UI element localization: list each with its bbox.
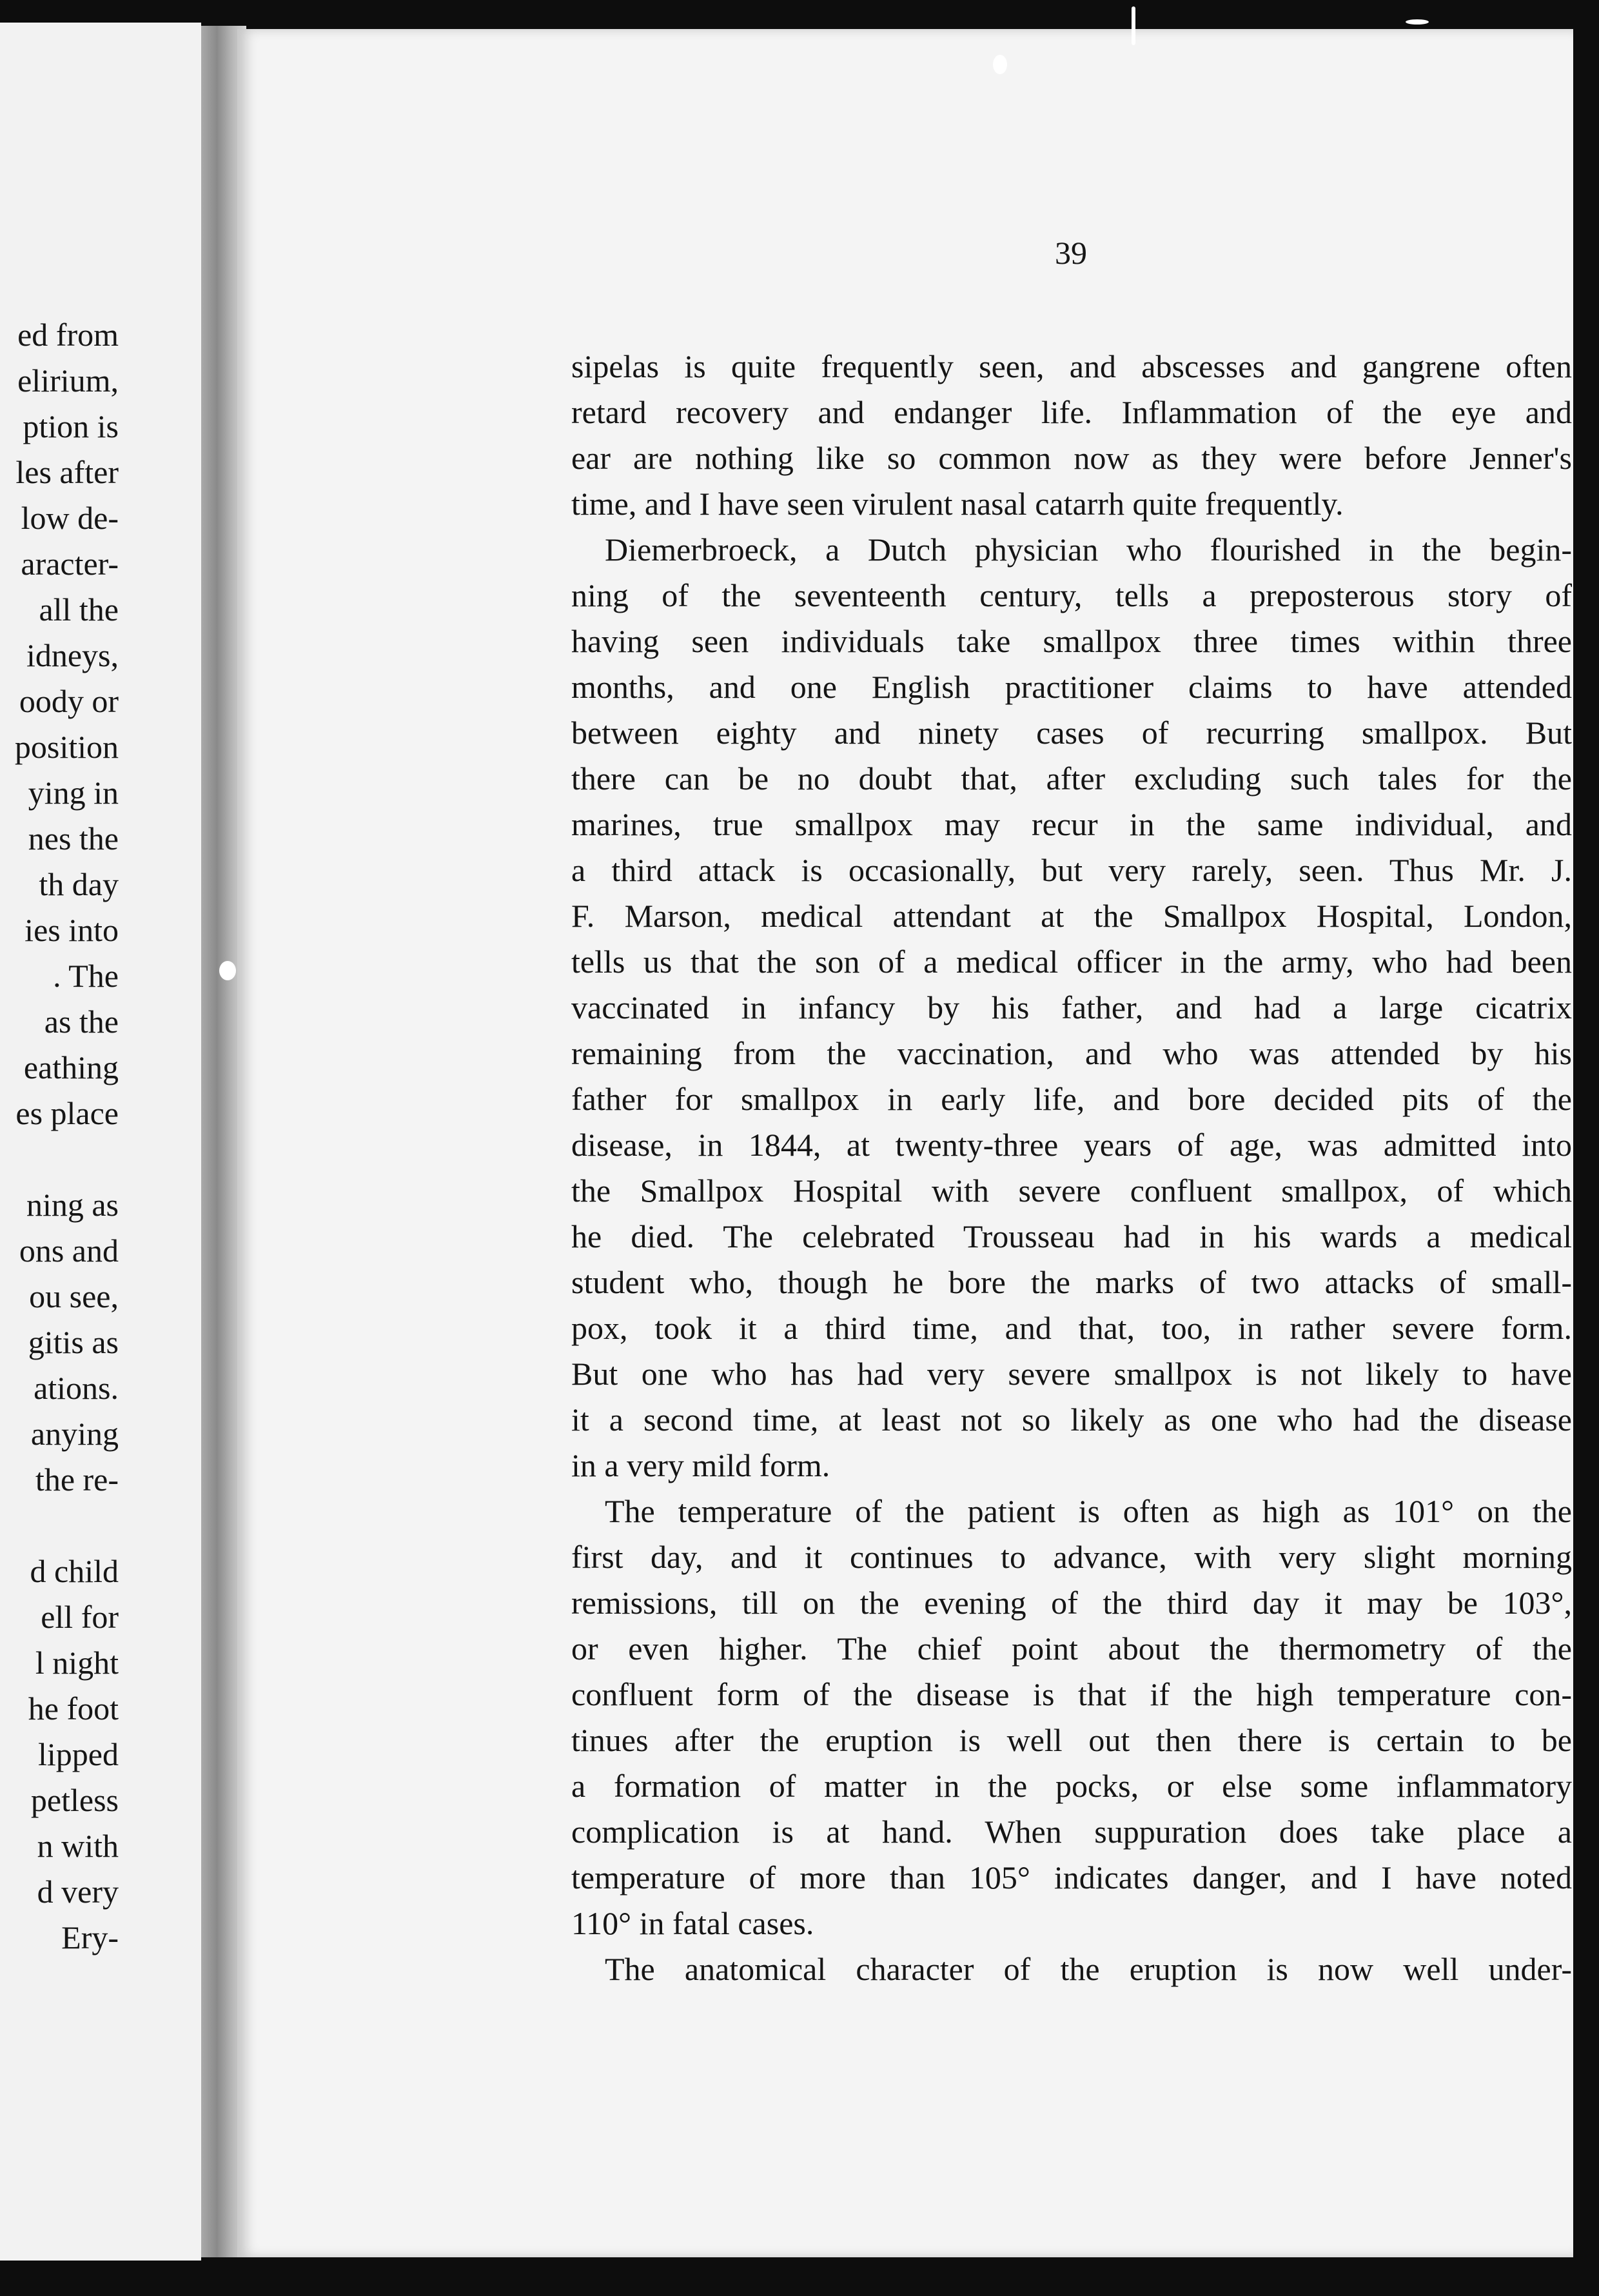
text-line: time, and I have seen virulent nasal catarrh quite frequently. (571, 486, 1344, 522)
text-line: marines, true smallpox may recur in the same individual, and (571, 806, 1572, 842)
text-line: But one who has had very severe smallpox is not likely to have (571, 1356, 1572, 1392)
left-page-line: anying (30, 1416, 119, 1452)
text-line: it a second time, at least not so likely as one who had the disease (571, 1401, 1572, 1438)
text-line: F. Marson, medical attendant at the Smallpox Hospital, London, (571, 898, 1572, 934)
left-page-line: . The (53, 958, 119, 994)
right-page (237, 29, 1573, 2257)
text-line: confluent form of the disease is that if the high temperature con- (571, 1676, 1572, 1712)
text-line: ning of the seventeenth century, tells a preposterous story of (571, 577, 1572, 613)
text-line: 110° in fatal cases. (571, 1905, 814, 1941)
text-line: having seen individuals take smallpox three times within three (571, 623, 1572, 659)
page-number: 39 (1055, 235, 1087, 271)
left-page-line: ons and (19, 1232, 119, 1269)
text-line: in a very mild form. (571, 1447, 830, 1483)
left-page-line: the re- (35, 1461, 119, 1498)
text-line: a third attack is occasionally, but very rarely, seen. Thus Mr. J. (571, 852, 1572, 888)
scan-speck (1406, 19, 1429, 25)
text-line: student who, though he bore the marks of two attacks of small- (571, 1264, 1572, 1300)
left-page-line: position (14, 729, 119, 765)
left-page-line: ies into (25, 912, 119, 948)
left-page-line: nes the (28, 820, 119, 856)
left-page-line: les after (15, 454, 119, 490)
text-line: The temperature of the patient is often as high as 101° on the (605, 1493, 1572, 1529)
text-line: vaccinated in infancy by his father, and had a large cicatrix (571, 989, 1572, 1025)
text-line: the Smallpox Hospital with severe confluent smallpox, of which (571, 1173, 1572, 1209)
left-page-line: l night (35, 1645, 119, 1681)
scan-speck (993, 55, 1007, 74)
text-line: he died. The celebrated Trousseau had in his wards a medical (571, 1218, 1572, 1254)
text-line: retard recovery and endanger life. Inflammation of the eye and (571, 394, 1572, 430)
text-line: first day, and it continues to advance, with very slight morning (571, 1539, 1572, 1575)
text-line: father for smallpox in early life, and bore decided pits of the (571, 1081, 1572, 1117)
text-line: between eighty and ninety cases of recurring smallpox. But (571, 715, 1572, 751)
left-page-line: elirium, (17, 362, 119, 399)
left-page-line: es place (15, 1095, 119, 1131)
left-page-line: d child (30, 1553, 119, 1589)
text-line: complication is at hand. When suppuration does take place a (571, 1814, 1572, 1850)
left-page-line: ell for (41, 1599, 119, 1635)
left-page-line: n with (37, 1828, 119, 1864)
text-line: there can be no doubt that, after excluding such tales for the (571, 760, 1572, 797)
text-line: Diemerbroeck, a Dutch physician who flourished in the begin- (605, 531, 1572, 568)
text-line: or even higher. The chief point about the thermometry of the (571, 1630, 1572, 1667)
text-line: ear are nothing like so common now as they were before Jenner's (571, 440, 1572, 476)
left-page-line: d very (37, 1874, 119, 1910)
text-line: months, and one English practitioner claims to have attended (571, 669, 1572, 705)
left-page (0, 23, 201, 2261)
text-line: remaining from the vaccination, and who was attended by his (571, 1035, 1572, 1071)
text-line: remissions, till on the evening of the third day it may be 103°, (571, 1585, 1572, 1621)
left-page-line: ed from (17, 317, 119, 353)
left-page-line: oody or (19, 683, 119, 719)
left-page-line: ou see, (29, 1278, 119, 1314)
left-page-line: th day (39, 866, 119, 902)
text-line: a formation of matter in the pocks, or else some inflammatory (571, 1768, 1572, 1804)
left-page-line: ying in (28, 775, 119, 811)
left-page-line: he foot (28, 1690, 119, 1727)
left-page-line: low de- (21, 500, 119, 536)
scan-speck (1132, 6, 1135, 45)
left-page-line: as the (44, 1004, 119, 1040)
left-page-line: ning as (26, 1187, 119, 1223)
text-line: disease, in 1844, at twenty-three years of age, was admitted into (571, 1127, 1572, 1163)
left-page-line: petless (30, 1782, 119, 1818)
text-line: pox, took it a third time, and that, too, in rather severe form. (571, 1310, 1572, 1346)
text-line: temperature of more than 105° indicates danger, and I have noted (571, 1859, 1572, 1895)
left-page-line: idneys, (26, 637, 119, 673)
text-line: sipelas is quite frequently seen, and abscesses and gangrene often (571, 348, 1572, 384)
left-page-line: lipped (38, 1736, 119, 1772)
left-page-line: Ery- (61, 1919, 119, 1955)
text-line: tells us that the son of a medical officer in the army, who had been (571, 944, 1572, 980)
left-page-line: all the (39, 591, 119, 628)
left-page-line: ations. (34, 1370, 119, 1406)
left-page-line: aracter- (21, 546, 119, 582)
scan-speck (219, 961, 236, 980)
text-line: The anatomical character of the eruption is now well under- (605, 1951, 1572, 1987)
left-page-line: gitis as (28, 1324, 119, 1360)
left-page-line: eathing (23, 1049, 119, 1085)
text-line: tinues after the eruption is well out then there is certain to be (571, 1722, 1572, 1758)
left-page-line: ption is (23, 408, 119, 444)
